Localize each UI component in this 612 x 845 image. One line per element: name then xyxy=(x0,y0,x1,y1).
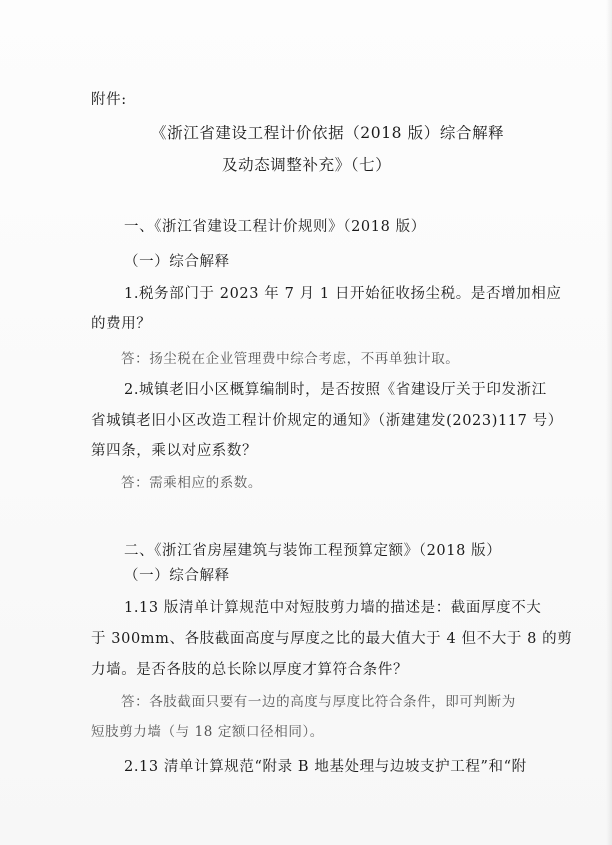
s1-q1-answer: 答：扬尘税在企业管理费中综合考虑，不再单独计取。 xyxy=(121,351,460,367)
s2-q1-line1: 1.13 版清单计算规范中对短肢剪力墙的描述是：截面厚度不大 xyxy=(124,600,542,616)
s2-q1-answer-line2: 短肢剪力墙（与 18 定额口径相同）。 xyxy=(91,724,324,740)
section2-heading: 二、《浙江省房屋建筑与装饰工程预算定额》（2018 版） xyxy=(124,543,502,559)
attachment-label: 附件: xyxy=(91,92,127,108)
s1-q1-line2: 的费用？ xyxy=(91,316,152,332)
s1-q2-line2: 省城镇老旧小区改造工程计价规定的通知》（浙建建发(2023)117 号） xyxy=(91,413,563,429)
s1-q1-line1: 1.税务部门于 2023 年 7 月 1 日开始征收扬尘税。是否增加相应 xyxy=(124,286,562,302)
s1-q2-answer: 答：需乘相应的系数。 xyxy=(121,475,262,491)
page-edge-shadow xyxy=(606,0,612,845)
doc-title-line1: 《浙江省建设工程计价依据（2018 版）综合解释 xyxy=(151,124,505,142)
s1-q2-line1: 2.城镇老旧小区概算编制时，是否按照《省建设厅关于印发浙江 xyxy=(124,382,547,398)
section2-subheading: （一）综合解释 xyxy=(124,568,230,584)
section1-subheading: （一）综合解释 xyxy=(124,254,230,270)
s1-q2-line3: 第四条，乘以对应系数？ xyxy=(91,443,258,459)
s2-q1-answer-line1: 答：各肢截面只要有一边的高度与厚度比符合条件，即可判断为 xyxy=(121,694,516,710)
s2-q2-line1: 2.13 清单计算规范“附录 B 地基处理与边坡支护工程”和“附 xyxy=(124,759,527,775)
s2-q1-line2: 于 300mm、各肢截面高度与厚度之比的最大值大于 4 但不大于 8 的剪 xyxy=(91,631,573,647)
doc-title-line2: 及动态调整补充》（七） xyxy=(222,156,392,174)
section1-heading: 一、《浙江省建设工程计价规则》（2018 版） xyxy=(124,219,426,235)
s2-q1-line3: 力墙。是否各肢的总长除以厚度才算符合条件？ xyxy=(91,662,409,678)
